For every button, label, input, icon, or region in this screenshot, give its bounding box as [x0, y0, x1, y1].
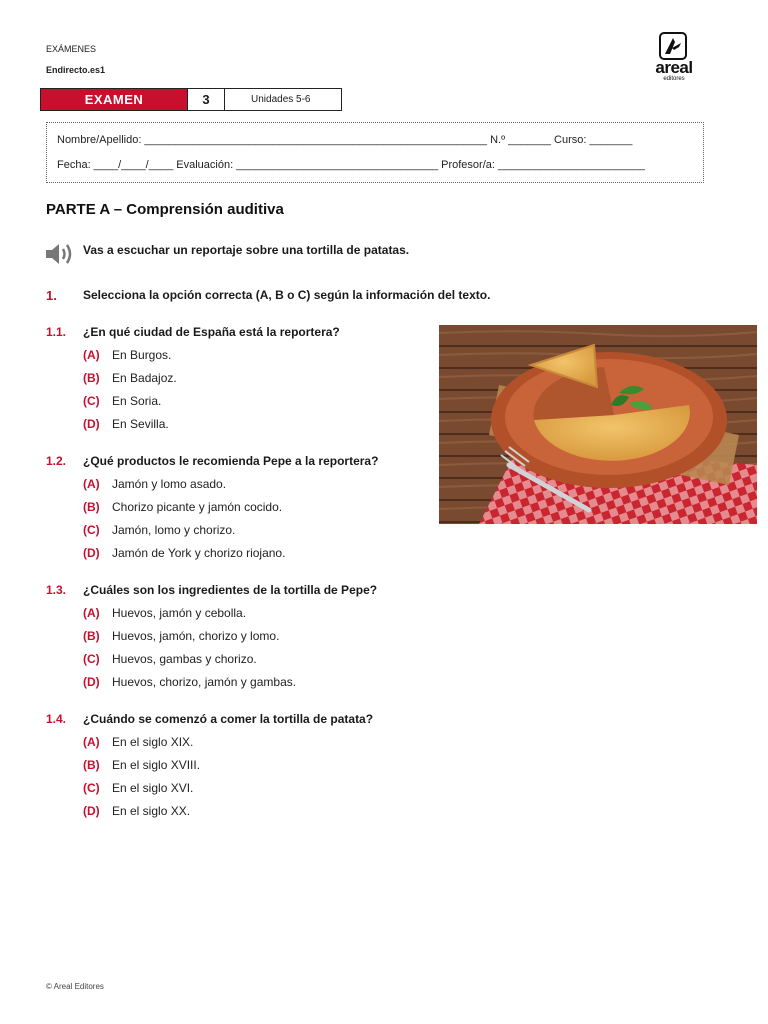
publisher-logo — [646, 32, 702, 86]
option-letter[interactable]: (A) — [83, 606, 100, 620]
student-info-box — [46, 122, 704, 183]
option-text: Jamón de York y chorizo riojano. — [112, 546, 286, 560]
option-letter[interactable]: (D) — [83, 417, 100, 431]
option-text: En el siglo XVI. — [112, 781, 194, 795]
option-letter[interactable]: (B) — [83, 758, 100, 772]
exercise-number: 1. — [46, 288, 57, 303]
question-text: ¿En qué ciudad de España está la reportera? — [83, 325, 340, 339]
option-text: Jamón, lomo y chorizo. — [112, 523, 236, 537]
section-label: EXÁMENES — [46, 44, 97, 54]
question-text: ¿Cuáles son los ingredientes de la tortilla de Pepe? — [83, 583, 378, 597]
option-letter[interactable]: (A) — [83, 348, 100, 362]
option-text: En Sevilla. — [112, 417, 169, 431]
question-number: 1.4. — [46, 712, 67, 726]
exam-number: 3 — [187, 89, 224, 110]
option-letter[interactable]: (C) — [83, 781, 100, 795]
exam-label: EXAMEN — [41, 89, 187, 110]
course-label: Endirecto.es1 — [46, 65, 106, 75]
option-text: En el siglo XVIII. — [112, 758, 201, 772]
exam-header-bar — [40, 88, 342, 111]
option-text: Huevos, gambas y chorizo. — [112, 652, 257, 666]
option-letter[interactable]: (C) — [83, 523, 100, 537]
exam-units: Unidades 5-6 — [224, 89, 341, 110]
part-title: PARTE A – Comprensión auditiva — [46, 201, 284, 218]
question-text: ¿Cuándo se comenzó a comer la tortilla de patata? — [83, 712, 374, 726]
question-number: 1.1. — [46, 325, 67, 339]
option-letter[interactable]: (D) — [83, 546, 100, 560]
option-letter[interactable]: (D) — [83, 675, 100, 689]
option-letter[interactable]: (A) — [83, 477, 100, 491]
question-text: ¿Qué productos le recomienda Pepe a la reportera? — [83, 454, 379, 468]
option-text: En Badajoz. — [112, 371, 177, 385]
option-letter[interactable]: (B) — [83, 629, 100, 643]
option-text: Huevos, jamón, chorizo y lomo. — [112, 629, 280, 643]
listening-intro: Vas a escuchar un reportaje sobre una tortilla de patatas. — [83, 243, 410, 257]
option-letter[interactable]: (B) — [83, 500, 100, 514]
student-info-line-name[interactable]: Nombre/Apellido: ________________________________________________________ N.º _______ Curso: _______ — [57, 134, 633, 146]
option-text: Chorizo picante y jamón cocido. — [112, 500, 283, 514]
student-info-line-date[interactable]: Fecha: ____/____/____ Evaluación: _________________________________ Profesor/a: ________________________ — [57, 159, 645, 171]
logo-text: areal — [655, 58, 693, 77]
option-letter[interactable]: (C) — [83, 652, 100, 666]
option-text: Huevos, jamón y cebolla. — [112, 606, 247, 620]
option-text: Jamón y lomo asado. — [112, 477, 227, 491]
option-text: En el siglo XIX. — [112, 735, 194, 749]
exercise-instruction: Selecciona la opción correcta (A, B o C) según la información del texto. — [83, 288, 491, 302]
option-letter[interactable]: (D) — [83, 804, 100, 818]
speaker-icon — [44, 240, 76, 268]
logo-subtext: editores — [663, 76, 685, 82]
option-letter[interactable]: (B) — [83, 371, 100, 385]
logo-mark-icon — [659, 32, 687, 60]
option-text: En Soria. — [112, 394, 162, 408]
question-number: 1.2. — [46, 454, 67, 468]
option-letter[interactable]: (C) — [83, 394, 100, 408]
tortilla-photo — [439, 325, 757, 524]
question-number: 1.3. — [46, 583, 67, 597]
option-text: En Burgos. — [112, 348, 172, 362]
option-letter[interactable]: (A) — [83, 735, 100, 749]
option-text: En el siglo XX. — [112, 804, 191, 818]
option-text: Huevos, chorizo, jamón y gambas. — [112, 675, 297, 689]
copyright-footer: © Areal Editores — [46, 982, 104, 991]
